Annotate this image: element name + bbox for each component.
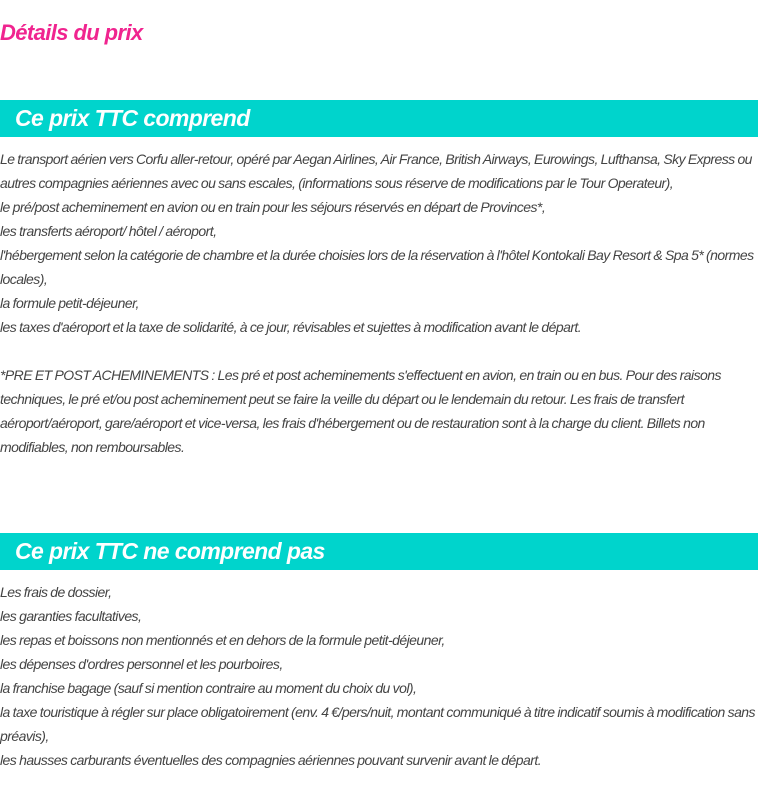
list-item: les dépenses d'ordres personnel et les pourboires,	[0, 656, 283, 672]
list-item: la taxe touristique à régler sur place obligatoirement (env. 4 €/pers/nuit, montant communiqué à titre indicatif soumis à modification sans préavis),	[0, 704, 755, 744]
list-item: les repas et boissons non mentionnés et en dehors de la formule petit-déjeuner,	[0, 632, 445, 648]
list-item: la franchise bagage (sauf si mention contraire au moment du choix du vol),	[0, 680, 417, 696]
list-item: les garanties facultatives,	[0, 608, 142, 624]
list-item: les hausses carburants éventuelles des compagnies aériennes pouvant survenir avant le départ.	[0, 752, 542, 768]
spacer	[0, 339, 758, 363]
list-item: Les frais de dossier,	[0, 584, 112, 600]
included-heading: Ce prix TTC comprend	[0, 100, 758, 137]
list-item: les taxes d'aéroport et la taxe de solidarité, à ce jour, révisables et sujettes à modification avant le départ.	[0, 319, 582, 335]
list-item: Le transport aérien vers Corfu aller-retour, opéré par Aegan Airlines, Air France, British Airways, Eurowings, Lufthansa, Sky Express ou autres compagnies aériennes avec ou sans escales, (informations sous réserve de modifications par le Tour Operateur),	[0, 151, 752, 191]
excluded-heading: Ce prix TTC ne comprend pas	[0, 533, 758, 570]
list-item: les transferts aéroport/ hôtel / aéroport,	[0, 223, 217, 239]
list-item: le pré/post acheminement en avion ou en train pour les séjours réservés en départ de Provinces*,	[0, 199, 546, 215]
included-list	[0, 147, 758, 459]
excluded-list	[0, 580, 758, 772]
page-title: Détails du prix	[0, 20, 143, 45]
acheminement-note: *PRE ET POST ACHEMINEMENTS : Les pré et post acheminements s'effectuent en avion, en train ou en bus. Pour des raisons techniques, le pré et/ou post acheminement peut se faire la veille du départ ou le lendemain du retour. Les frais de transfert aéroport/aéroport, gare/aéroport et vice-versa, les frais d'hébergement ou de restauration sont à la charge du client. Billets non modifiables, non remboursables.	[0, 367, 721, 455]
list-item: la formule petit-déjeuner,	[0, 295, 139, 311]
list-item: l'hébergement selon la catégorie de chambre et la durée choisies lors de la réservation à l'hôtel Kontokali Bay Resort & Spa 5* (normes locales),	[0, 247, 754, 287]
